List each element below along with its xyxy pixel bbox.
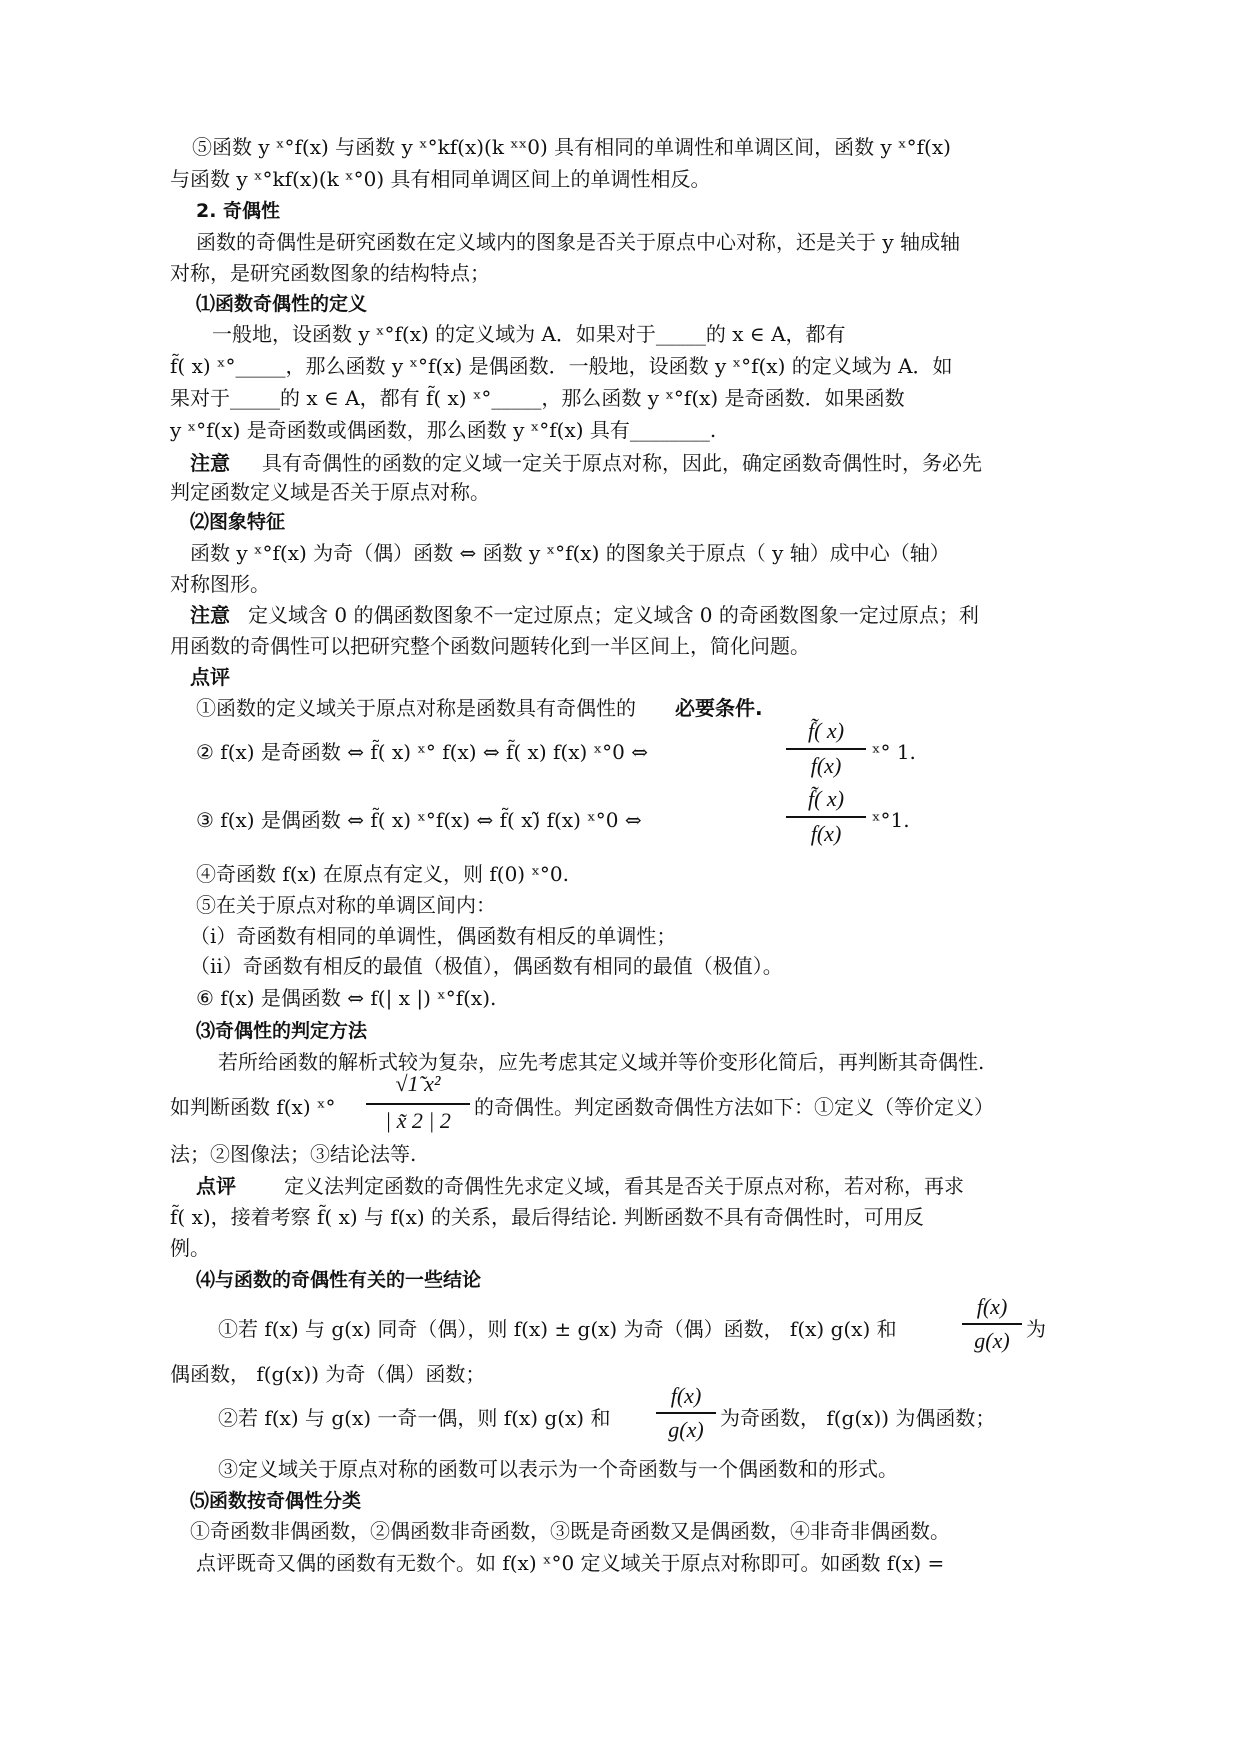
text-line: （ⅱ）奇函数有相反的最值（极值），偶函数有相同的最值（极值）。	[190, 954, 783, 978]
text-line: ⑥ f(x) 是偶函数 ⇔ f(| x |) ˣ°f(x).	[196, 986, 497, 1010]
fraction-bar	[366, 1103, 470, 1105]
fraction-numerator: √1̃ x²	[395, 1071, 441, 1096]
text-line: ˣ° 1.	[872, 740, 916, 764]
text-line: 定义域含 0 的偶函数图象不一定过原点；定义域含 0 的奇函数图象一定过原点；利	[248, 603, 979, 627]
fraction-numerator: f(x)	[670, 1383, 702, 1408]
fraction-numerator: f̃( x)	[807, 718, 845, 743]
emphasis-text: 必要条件.	[675, 696, 763, 720]
fraction-bar	[962, 1323, 1022, 1325]
text-line: （ⅰ）奇函数有相同的单调性，偶函数有相反的单调性；	[190, 924, 677, 948]
subsection-heading: ⑸函数按奇偶性分类	[190, 1490, 362, 1512]
section-heading: 2. 奇偶性	[196, 200, 281, 222]
fraction-bar	[786, 748, 866, 750]
subsection-heading: ⑵图象特征	[190, 511, 286, 533]
text-line: 果对于_____的 x ∈ A，都有 f̃( x) ˣ°_____，那么函数 y ˣ°f(x) 是奇函数．如果函数	[170, 386, 905, 410]
text-line: 法；②图像法；③结论法等.	[170, 1142, 417, 1166]
text-line: 定义法判定函数的奇偶性先求定义域，看其是否关于原点对称，若对称，再求	[284, 1174, 964, 1198]
text-line: ③ f(x) 是偶函数 ⇔ f̃( x) ˣ°f(x) ⇔ f̃( x)̃ f(x) ˣ°0 ⇔	[196, 808, 642, 832]
text-line: ①奇函数非偶函数，②偶函数非奇函数，③既是奇函数又是偶函数，④非奇非偶函数。	[190, 1519, 950, 1543]
text-line: 与函数 y ˣ°kf(x)(k ˣ°0) 具有相同单调区间上的单调性相反。	[170, 167, 711, 191]
text-line: ④奇函数 f(x) 在原点有定义，则 f(0) ˣ°0.	[196, 862, 570, 886]
text-line: 用函数的奇偶性可以把研究整个函数问题转化到一半区间上，简化问题。	[170, 634, 810, 658]
text-line: ①函数的定义域关于原点对称是函数具有奇偶性的	[196, 696, 636, 720]
fraction-denominator: | x̃ 2 | 2	[385, 1108, 451, 1133]
text-line: 为奇函数， f(g(x)) 为偶函数；	[720, 1406, 996, 1430]
text-line: 对称，是研究函数图象的结构特点；	[170, 261, 490, 285]
text-line: 具有奇偶性的函数的定义域一定关于原点对称，因此，确定函数奇偶性时，务必先	[262, 451, 982, 475]
text-line: 若所给函数的解析式较为复杂，应先考虑其定义域并等价变形化简后，再判断其奇偶性.	[218, 1050, 985, 1074]
text-line: 函数 y ˣ°f(x) 为奇（偶）函数 ⇔ 函数 y ˣ°f(x) 的图象关于原点（ y 轴）成中心（轴）	[190, 541, 950, 565]
text-line: ˣ°1.	[872, 808, 910, 832]
text-line: 如判断函数 f(x) ˣ°	[170, 1095, 336, 1119]
subsection-heading: ⑴函数奇偶性的定义	[196, 293, 368, 315]
text-line: 函数的奇偶性是研究函数在定义域内的图象是否关于原点中心对称，还是关于 y 轴成轴	[196, 230, 961, 254]
subsection-heading: ⑷与函数的奇偶性有关的一些结论	[196, 1269, 482, 1291]
fraction-denominator: f(x)	[810, 821, 842, 846]
text-line: ①若 f(x) 与 g(x) 同奇（偶），则 f(x) ± g(x) 为奇（偶）函数， f(x) g(x) 和	[218, 1317, 897, 1341]
fraction-numerator: f̃( x)	[807, 786, 845, 811]
text-line: f̃( x)，接着考察 f̃( x) 与 f(x) 的关系，最后得结论. 判断函数不具有奇偶性时，可用反	[170, 1205, 924, 1229]
text-line: 为	[1026, 1317, 1046, 1341]
text-line: 判定函数定义域是否关于原点对称。	[170, 480, 490, 504]
comment-label: 点评	[196, 1174, 236, 1198]
fraction-bar	[656, 1412, 716, 1414]
text-line: ② f(x) 是奇函数 ⇔ f̃( x) ˣ° f(x) ⇔ f̃( x) f(x) ˣ°0 ⇔	[196, 740, 648, 764]
text-line: 对称图形。	[170, 572, 270, 596]
subsection-heading: ⑶奇偶性的判定方法	[196, 1020, 368, 1042]
text-line: f̃( x) ˣ°_____，那么函数 y ˣ°f(x) 是偶函数．一般地，设函数 y ˣ°f(x) 的定义域为 A．如	[170, 354, 953, 378]
fraction-denominator: f(x)	[810, 753, 842, 778]
text-line: 例。	[170, 1236, 210, 1260]
fraction-bar	[786, 816, 866, 818]
fraction-denominator: g(x)	[974, 1328, 1010, 1353]
text-line: ③定义域关于原点对称的函数可以表示为一个奇函数与一个偶函数和的形式。	[218, 1457, 898, 1481]
text-line: ⑤在关于原点对称的单调区间内：	[196, 893, 496, 917]
fraction-denominator: g(x)	[668, 1417, 704, 1442]
text-line: 偶函数， f(g(x)) 为奇（偶）函数；	[170, 1362, 486, 1386]
text-line: ②若 f(x) 与 g(x) 一奇一偶，则 f(x) g(x) 和	[218, 1406, 611, 1430]
text-line: 点评既奇又偶的函数有无数个。如 f(x) ˣ°0 定义域关于原点对称即可。如函数 f(x) =	[196, 1551, 945, 1575]
text-line: 的奇偶性。判定函数奇偶性方法如下：①定义（等价定义）	[474, 1095, 994, 1119]
fraction-numerator: f(x)	[976, 1294, 1008, 1319]
note-label: 注意	[190, 603, 230, 627]
comment-label: 点评	[190, 665, 230, 689]
note-label: 注意	[190, 451, 230, 475]
text-line: 一般地，设函数 y ˣ°f(x) 的定义域为 A．如果对于_____的 x ∈ A，都有	[212, 322, 846, 346]
text-line: y ˣ°f(x) 是奇函数或偶函数，那么函数 y ˣ°f(x) 具有________.	[170, 418, 717, 442]
text-line: ⑤函数 y ˣ°f(x) 与函数 y ˣ°kf(x)(k ˣˣ0) 具有相同的单调性和单调区间，函数 y ˣ°f(x)	[192, 135, 951, 159]
